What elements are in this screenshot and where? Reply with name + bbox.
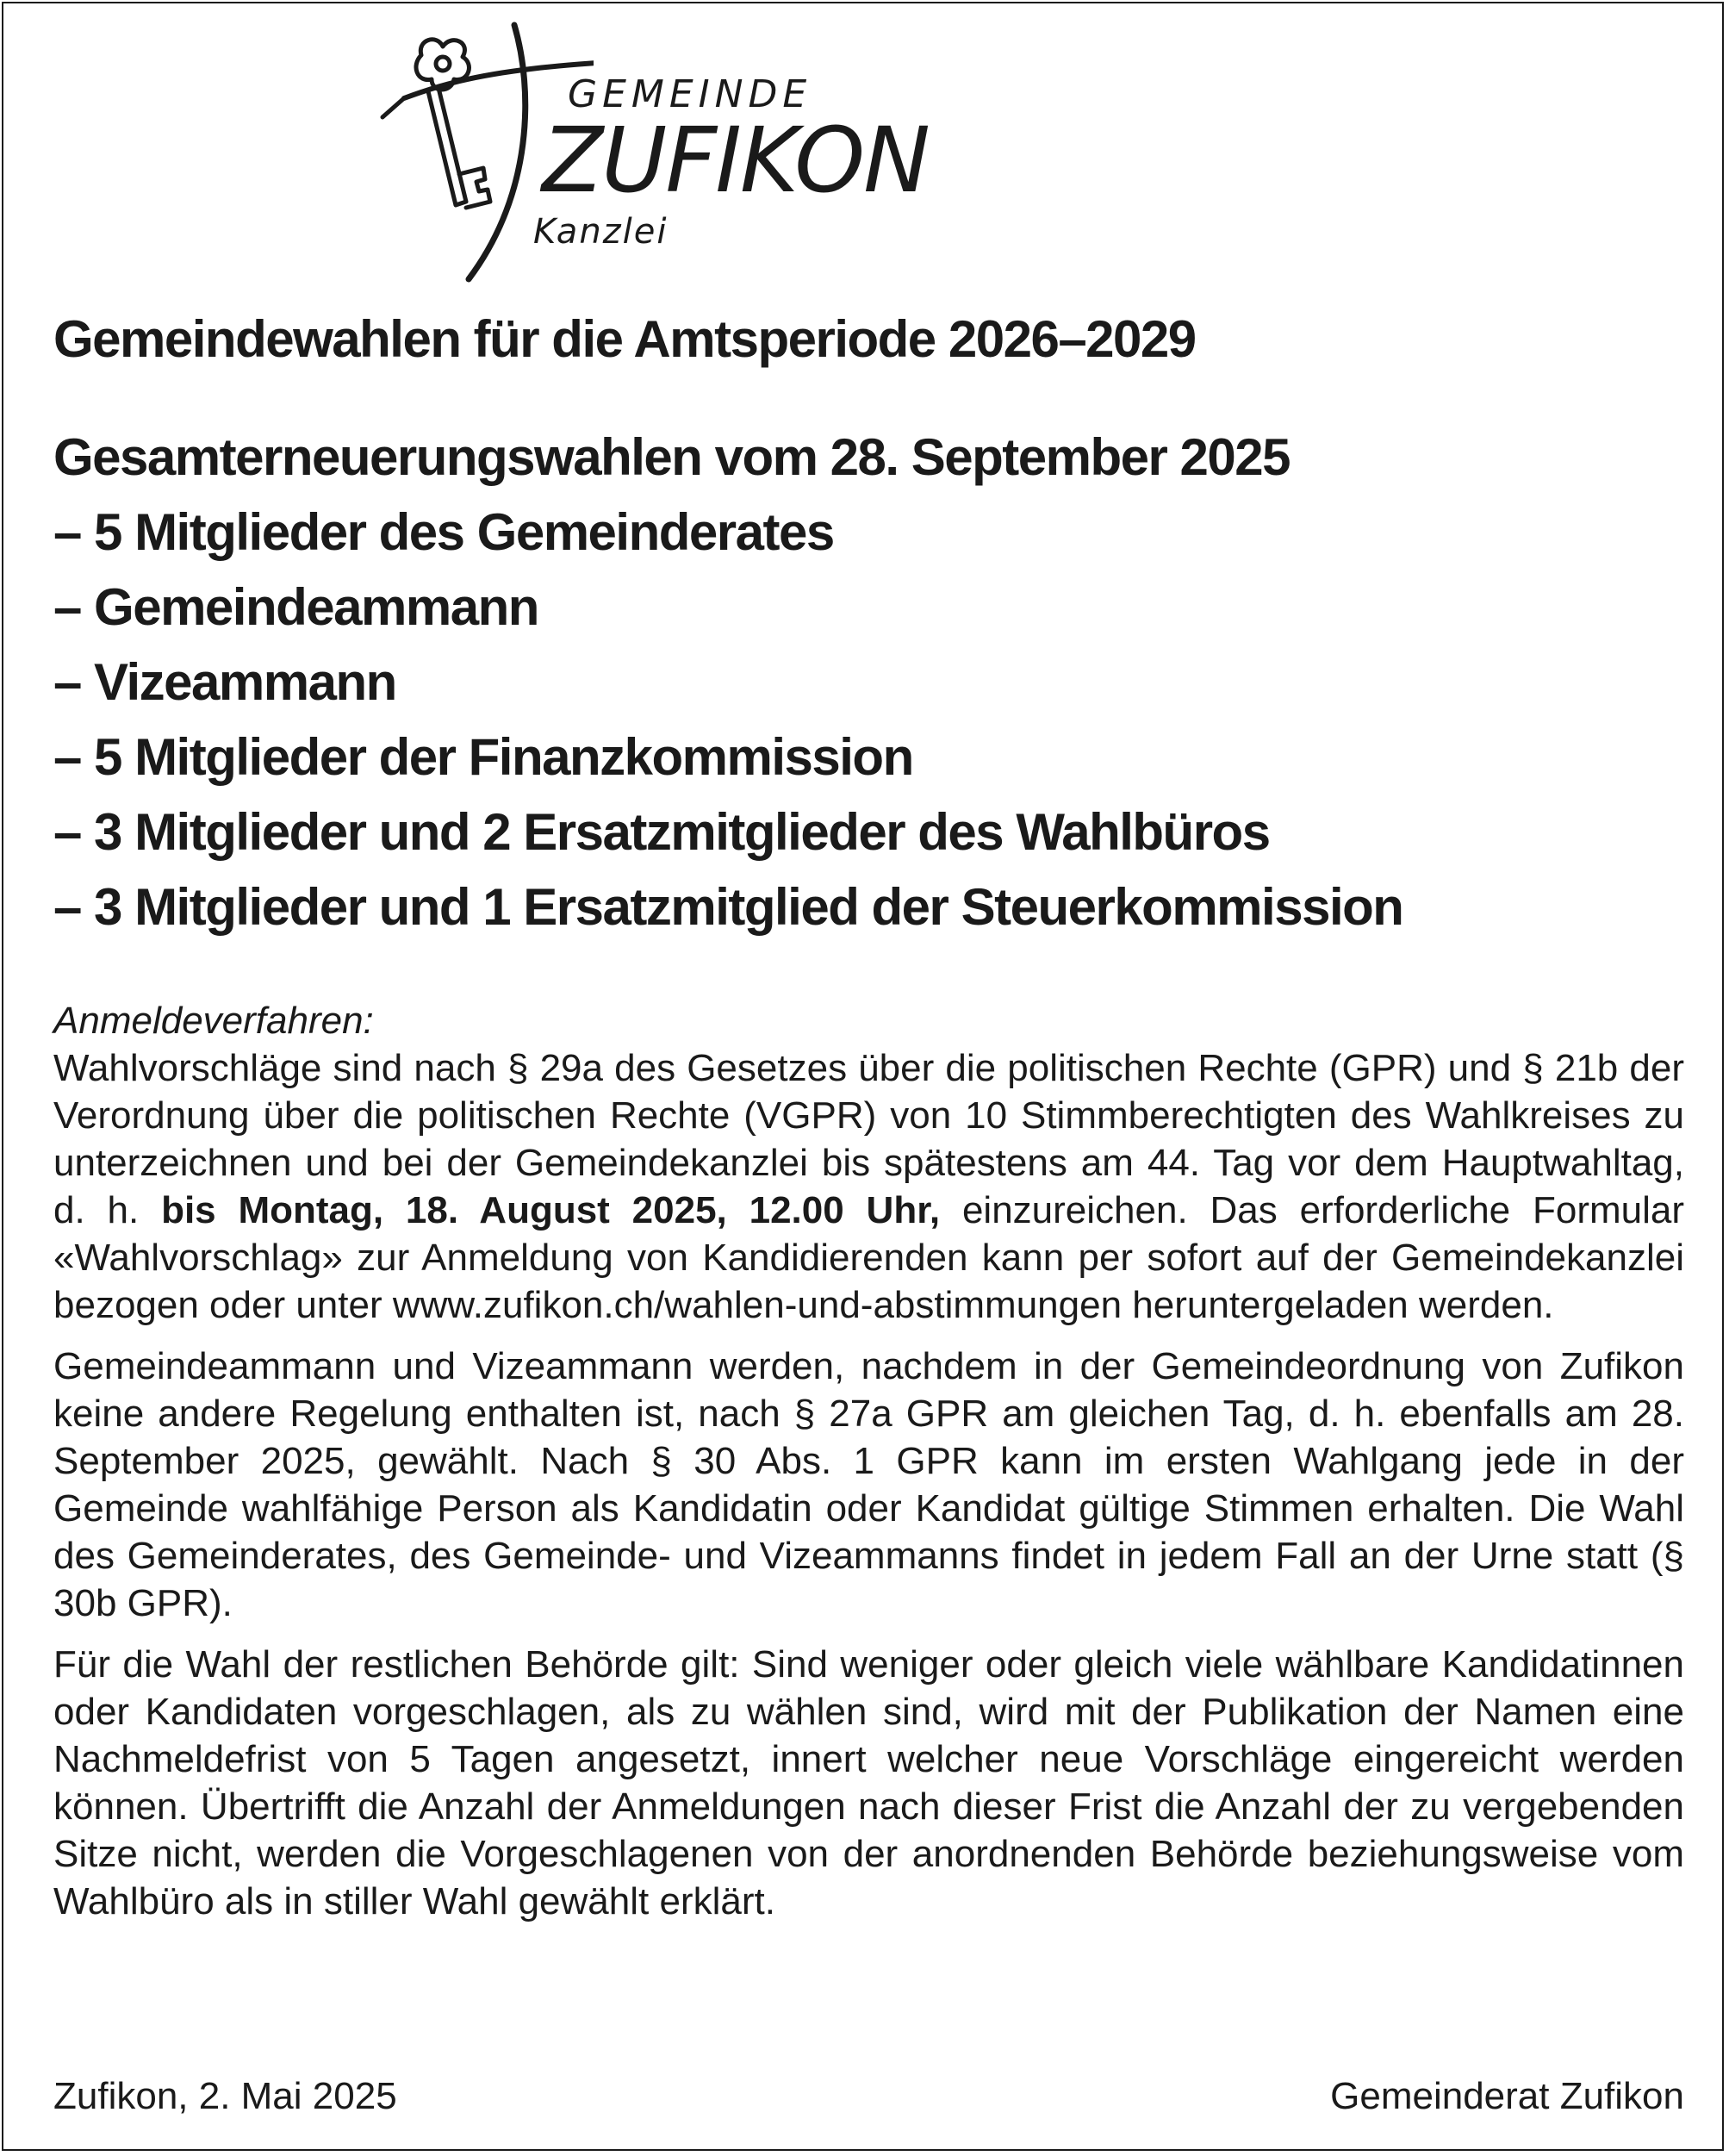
place-date: Zufikon, 2. Mai 2025	[53, 2075, 397, 2117]
procedure-paragraph	[53, 997, 1684, 1329]
procedure-label: Anmeldeverfahren:	[53, 1000, 374, 1042]
election-item: – Gemeindeammann	[53, 578, 538, 636]
notice-body	[53, 997, 1684, 1939]
page-title: Gemeindewahlen für die Amtsperiode 2026–2029	[53, 310, 1196, 368]
procedure-deadline: bis Montag, 18. August 2025, 12.00 Uhr,	[161, 1189, 941, 1231]
logo-line-zufikon: ZUFIKON	[542, 108, 929, 213]
logo-line-kanzlei: Kanzlei	[533, 212, 669, 252]
election-list	[53, 420, 1690, 944]
remaining-authority-paragraph: Für die Wahl der restlichen Behörde gilt: Sind weniger oder gleich viele wählbare Kandidatinnen oder Kandidaten vorgeschlagen, als zu wählen sind, wird mit der Publikation der Namen eine Nachmeldefrist von 5 Tagen angesetzt, innert welcher neue Vorschläge eingereicht werden können. Übertrifft die Anzahl der Anmeldungen nach dieser Frist die Anzahl der zu vergebenden Sitze nicht, werden die Vorgeschlagenen von der anordnenden Behörde beziehungsweise vom Wahlbüro als in stiller Wahl gewählt erklärt.	[53, 1643, 1684, 1922]
election-item: – 5 Mitglieder der Finanzkommission	[53, 728, 913, 786]
municipality-logo	[370, 21, 938, 296]
election-item: – 3 Mitglieder und 2 Ersatzmitglieder des Wahlbüros	[53, 803, 1270, 861]
procedure-text-part2: einzureichen. Das erforderliche Formular «Wahlvorschlag» zur Anmeldung von Kandidierenden kann per sofort auf der Gemeindekanzlei bezogen oder unter www.zufikon.ch/wahlen-und-abstimmungen heruntergeladen werden.	[53, 1189, 1685, 1326]
signature: Gemeinderat Zufikon	[1330, 2075, 1684, 2117]
procedure-text-part1: Wahlvorschläge sind nach § 29a des Gesetzes über die politischen Rechte (GPR) und § 21b der Verordnung über die politischen Rechte (VGPR) von 10 Stimmberechtigten des Wahlkreises zu unterzeichnen und bei der Gemeindekanzlei bis spätestens am 44. Tag vor dem Hauptwahltag, d. h.	[53, 1047, 1684, 1231]
notice-frame	[2, 2, 1724, 2151]
election-title: Gesamterneuerungswahlen vom 28. September 2025	[53, 428, 1290, 486]
election-item: – 5 Mitglieder des Gemeinderates	[53, 503, 834, 561]
notice-footer	[53, 2075, 1684, 2127]
mayor-election-paragraph: Gemeindeammann und Vizeammann werden, nachdem in der Gemeindeordnung von Zufikon keine andere Regelung enthalten ist, nach § 27a GPR am gleichen Tag, d. h. ebenfalls am 28. September 2025, gewählt. Nach § 30 Abs. 1 GPR kann im ersten Wahlgang jede in der Gemeinde wahlfähige Person als Kandidatin oder Kandidat gültige Stimmen erhalten. Die Wahl des Gemeinderates, des Gemeinde- und Vizeammanns findet in jedem Fall an der Urne statt (§ 30b GPR).	[53, 1345, 1684, 1624]
logo-line-gemeinde: GEMEINDE	[568, 72, 812, 116]
election-item: – 3 Mitglieder und 1 Ersatzmitglied der Steuerkommission	[53, 878, 1403, 936]
election-item: – Vizeammann	[53, 653, 396, 711]
